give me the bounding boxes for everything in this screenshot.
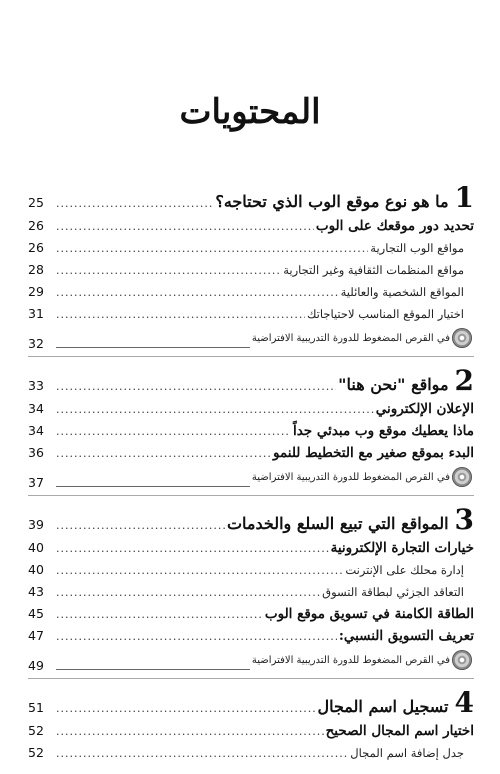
cd-icon <box>452 467 472 487</box>
chapter-number: 3 <box>454 503 474 536</box>
leader-dots <box>56 447 271 460</box>
leader-dots <box>56 630 337 643</box>
page-number: 34 <box>28 423 44 438</box>
page-number: 26 <box>28 240 44 255</box>
toc-entry[interactable] <box>28 745 474 767</box>
entry-title: في القرص المضغوط للدورة التدريبية الافتراضية <box>252 650 474 670</box>
chapter-title: تسجيل اسم المجال <box>317 697 449 716</box>
chapter-number: 4 <box>454 686 474 719</box>
page-number: 28 <box>28 262 44 277</box>
entry-title: خيارات التجارة الإلكترونية <box>330 540 474 556</box>
entry-title: ماذا يعطيك موقع وب مبدئي جداً <box>292 423 474 439</box>
entry-title: البدء بموقع صغير مع التخطيط للنمو <box>272 445 474 461</box>
chapter-title: المواقع التي تبيع السلع والخدمات <box>226 514 449 533</box>
leader-dots <box>56 564 343 577</box>
page-number: 52 <box>28 723 44 738</box>
entry-title: إدارة محلك على الإنترنت <box>345 563 464 577</box>
leader-dots <box>56 725 324 738</box>
page-number: 32 <box>28 336 44 351</box>
toc-entry[interactable] <box>28 540 474 562</box>
toc-entry[interactable] <box>28 218 474 240</box>
cd-entry[interactable] <box>28 328 474 350</box>
chapter-heading[interactable] <box>28 364 474 401</box>
entry-title: اختيار الموقع المناسب لاحتياجاتك <box>306 307 464 321</box>
page-number: 33 <box>28 378 44 393</box>
toc-entry[interactable] <box>28 240 474 262</box>
page-number: 31 <box>28 306 44 321</box>
entry-title: مواقع الوب التجارية <box>370 241 464 255</box>
chapter-2 <box>28 356 474 489</box>
chapter-title: مواقع "نحن هنا" <box>338 375 449 394</box>
table-of-contents <box>28 174 474 767</box>
entry-title: المواقع الشخصية والعائلية <box>340 285 464 299</box>
page-number: 26 <box>28 218 44 233</box>
toc-entry[interactable] <box>28 284 474 306</box>
cd-entry[interactable] <box>28 650 474 672</box>
toc-entry[interactable] <box>28 306 474 328</box>
leader-dots <box>56 403 374 416</box>
chapter-3 <box>28 495 474 672</box>
leader-dots <box>56 264 281 277</box>
entry-title: مواقع المنظمات الثقافية وغير التجارية <box>283 263 464 277</box>
leader-dots <box>56 542 329 555</box>
toc-entry[interactable] <box>28 723 474 745</box>
page-number: 39 <box>28 517 44 532</box>
toc-entry[interactable] <box>28 445 474 467</box>
cd-icon <box>452 650 472 670</box>
entry-title: في القرص المضغوط للدورة التدريبية الافتراضية <box>252 328 474 348</box>
leader-dots <box>56 608 263 621</box>
page-number: 52 <box>28 745 44 760</box>
cd-icon <box>452 328 472 348</box>
leader-dots <box>56 657 250 670</box>
page-title: المحتويات <box>179 92 321 132</box>
toc-entry[interactable] <box>28 401 474 423</box>
leader-dots <box>56 586 320 599</box>
page-number: 51 <box>28 700 44 715</box>
leader-dots <box>56 702 315 715</box>
page-number: 43 <box>28 584 44 599</box>
leader-dots <box>56 425 291 438</box>
page-number: 40 <box>28 562 44 577</box>
page-number: 34 <box>28 401 44 416</box>
leader-dots <box>56 242 368 255</box>
chapter-heading[interactable] <box>28 181 474 218</box>
toc-entry[interactable] <box>28 628 474 650</box>
entry-title: الإعلان الإلكتروني <box>375 401 474 417</box>
entry-title: التعاقد الجزئي لبطاقة التسوق <box>322 585 464 599</box>
chapter-4 <box>28 678 474 767</box>
entry-title: اختيار اسم المجال الصحيح <box>325 723 474 739</box>
cd-entry[interactable] <box>28 467 474 489</box>
chapter-number: 2 <box>454 364 474 397</box>
entry-title: تحديد دور موقعك على الوب <box>315 218 474 234</box>
entry-title: في القرص المضغوط للدورة التدريبية الافتراضية <box>252 467 474 487</box>
chapter-divider <box>28 678 474 679</box>
chapter-number: 1 <box>454 181 474 214</box>
chapter-heading[interactable] <box>28 686 474 723</box>
leader-dots <box>56 286 339 299</box>
entry-title: جدل إضافة اسم المجال <box>350 746 464 760</box>
chapter-1 <box>28 181 474 351</box>
entry-title: الطاقة الكامنة في تسويق موقع الوب <box>264 606 474 622</box>
entry-title: تعريف التسويق النسبي: <box>338 628 474 644</box>
leader-dots <box>56 747 348 760</box>
page-number: 47 <box>28 628 44 643</box>
chapter-divider <box>28 356 474 357</box>
toc-entry[interactable] <box>28 584 474 606</box>
toc-entry[interactable] <box>28 262 474 284</box>
toc-entry[interactable] <box>28 606 474 628</box>
leader-dots <box>56 380 336 393</box>
toc-entry[interactable] <box>28 423 474 445</box>
page-number: 37 <box>28 475 44 490</box>
chapter-title: ما هو نوع موقع الوب الذي تحتاجه؟ <box>215 192 449 211</box>
page-number: 45 <box>28 606 44 621</box>
chapter-divider <box>28 495 474 496</box>
page-number: 36 <box>28 445 44 460</box>
leader-dots <box>56 335 250 348</box>
toc-entry[interactable] <box>28 562 474 584</box>
leader-dots <box>56 220 314 233</box>
leader-dots <box>56 308 305 321</box>
leader-dots <box>56 474 250 487</box>
page-number: 29 <box>28 284 44 299</box>
chapter-heading[interactable] <box>28 503 474 540</box>
page-number: 25 <box>28 195 44 210</box>
page-number: 49 <box>28 658 44 673</box>
leader-dots <box>56 197 213 210</box>
page-number: 40 <box>28 540 44 555</box>
leader-dots <box>56 519 225 532</box>
